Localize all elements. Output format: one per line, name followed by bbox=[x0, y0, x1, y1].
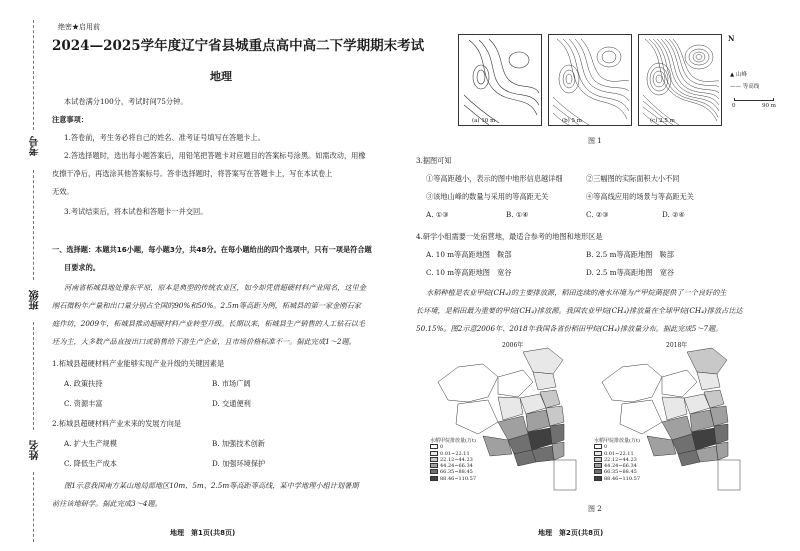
q4-option-d: D. 2.5 m等高距地图 宽谷 bbox=[586, 268, 675, 277]
legend-class-5 bbox=[594, 476, 640, 482]
fig1-caption-b: (b) 5 m bbox=[562, 118, 583, 124]
legend-class-label: 0.01~22.11 bbox=[440, 450, 470, 457]
q1-option-d: D. 交通便利 bbox=[212, 399, 251, 408]
question-3-stem: 3.据图可知 bbox=[416, 156, 452, 165]
legend-class-label: 44.24~66.34 bbox=[604, 463, 637, 470]
q3-statement-1: ①等高距越小，表示的图中地形信息越详细 bbox=[426, 174, 563, 183]
right-column bbox=[410, 0, 790, 551]
scale-bar bbox=[734, 98, 774, 101]
legend-class-label: 22.12~44.23 bbox=[604, 456, 637, 463]
passage-line: 50.15%。图2示意2006年、2018年我国各省份稻田甲烷(CH₄)排放量分布。据此完成5～7题。 bbox=[416, 324, 723, 333]
binding-label-class: 班级 bbox=[30, 290, 41, 310]
notice-item: 2.答选择题时，选出每小题答案后，用铅笔把答题卡对应题目的答案标号涂黑。如需改动，用橡 bbox=[64, 151, 366, 160]
legend-class-label: 0 bbox=[604, 444, 608, 451]
legend-class-label: 22.12~44.23 bbox=[440, 456, 473, 463]
contour-lines-10m bbox=[459, 35, 542, 126]
notice-title: 注意事项： bbox=[52, 115, 88, 124]
q1-option-b: B. 市场广阔 bbox=[212, 379, 251, 388]
q2-option-c: C. 降低生产成本 bbox=[64, 459, 117, 468]
map-2018-legend bbox=[594, 438, 640, 482]
binding-label-name: 姓名 bbox=[30, 440, 41, 460]
binding-label-exam-number: 考号 bbox=[30, 136, 41, 156]
q2-option-b: B. 加强技术创新 bbox=[212, 439, 265, 448]
intro-line: 本试卷满分100分，考试时间75分钟。 bbox=[64, 97, 188, 106]
notice-item: 无效。 bbox=[52, 187, 74, 196]
notice-item: 1.答卷前，考生务必将自己的姓名、准考证号填写在答题卡上。 bbox=[64, 133, 265, 142]
secret-mark: 绝密★启用前 bbox=[58, 23, 100, 31]
legend-class-label: 66.35~88.45 bbox=[604, 469, 637, 476]
q3-statement-2: ②三幅图的实际面积大小不同 bbox=[586, 174, 680, 183]
legend-class-label: 0 bbox=[440, 444, 444, 451]
question-2-stem: 2.柘城县超硬材料产业未来的发展方向是 bbox=[52, 419, 182, 428]
q4-option-b: B. 2.5 m等高距地图 鞍部 bbox=[586, 250, 674, 259]
fig1-caption-a: (a) 10 m bbox=[472, 118, 496, 124]
q1-option-a: A. 政策扶持 bbox=[64, 379, 103, 388]
legend-class-5 bbox=[430, 476, 476, 482]
legend-contour: —— 等高线 bbox=[730, 84, 760, 90]
page-footer-right: 地理 第2页(共8页) bbox=[538, 529, 604, 537]
contour-map-5m bbox=[548, 34, 632, 126]
exam-title: 2024—2025学年度辽宁省县城重点高中高二下学期期末考试 bbox=[52, 38, 425, 54]
passage-line: 刚石微粉年产量和出口量分别占全国的90%和50%。2.5m等高距为例，柘城县的第一家金刚石家 bbox=[52, 301, 361, 310]
passage-line: 河南省柘城县地处豫东平原，原本是典型的传统农业区，如今却凭借超硬材料产业闻名，这里金 bbox=[64, 283, 366, 292]
q3-option-a: A. ①③ bbox=[426, 210, 449, 219]
question-4-stem: 4.研学小组需要一处宿营地，最适合参考的地图和地形区是 bbox=[416, 232, 603, 241]
legend-class-label: 0.01~22.11 bbox=[604, 450, 634, 457]
notice-item: 3.考试结束后，将本试卷和答题卡一并交回。 bbox=[64, 207, 208, 216]
map-2018-title: 2018年 bbox=[666, 342, 688, 349]
north-arrow: N bbox=[728, 34, 735, 43]
q3-option-c: C. ②③ bbox=[586, 210, 609, 219]
contour-map-10m bbox=[458, 34, 542, 126]
legend-class-label: 88.46~110.57 bbox=[604, 475, 640, 482]
binding-dash-line bbox=[33, 472, 34, 542]
legend-class-label: 88.46~110.57 bbox=[440, 475, 476, 482]
q2-option-a: A. 扩大生产规模 bbox=[64, 439, 117, 448]
contour-lines-2.5m bbox=[639, 35, 722, 126]
legend-class-label: 66.35~88.45 bbox=[440, 469, 473, 476]
binding-dash-line bbox=[33, 170, 34, 280]
section-heading: 一、选择题：本题共16小题，每小题3分，共48分。在每小题给出的四个选项中，只有一项是符合题 bbox=[52, 245, 372, 254]
page-footer-left: 地理 第1页(共8页) bbox=[170, 529, 236, 537]
q4-option-c: C. 10 m等高距地图 宽谷 bbox=[426, 268, 512, 277]
notice-item: 皮擦干净后，再选涂其他答案标号。答非选择题时，将答案写在答题卡上，写在本试卷上 bbox=[52, 169, 333, 178]
subject-title: 地理 bbox=[210, 70, 232, 83]
scale-zero: 0 bbox=[732, 103, 736, 109]
passage-line: 坯为主，大多数产品直接出口或销售给下游生产企业，且市场价格标准不一。据此完成1～2题。 bbox=[52, 337, 356, 346]
legend-title: 水稻甲烷排放量(万t) bbox=[430, 438, 476, 444]
legend-peak: ▲ 山峰 bbox=[730, 72, 747, 78]
q3-statement-4: ④等高线应用的场景与等高距无关 bbox=[586, 192, 694, 201]
q1-option-c: C. 资源丰富 bbox=[64, 399, 103, 408]
figure-2-label: 图 2 bbox=[588, 505, 602, 513]
binding-strip bbox=[0, 0, 48, 551]
left-column bbox=[52, 0, 425, 551]
map-2006-legend bbox=[430, 438, 476, 482]
contour-map-2.5m bbox=[638, 34, 722, 126]
q4-option-a: A. 10 m等高距地图 鞍部 bbox=[426, 250, 512, 259]
binding-dash-line bbox=[33, 20, 34, 130]
section-heading: 目要求的。 bbox=[64, 263, 100, 272]
passage-line: 图1示意我国南方某山地局部地区10m、5m、2.5m等高距等高线，某中学地理小组计划暑期 bbox=[64, 481, 359, 490]
contour-lines-5m bbox=[549, 35, 632, 126]
fig1-caption-c: (c) 2.5 m bbox=[650, 118, 675, 124]
question-1-stem: 1.柘城县超硬材料产业能够实现产业升级的关键因素是 bbox=[52, 359, 225, 368]
q3-option-b: B. ①④ bbox=[506, 210, 529, 219]
passage-line: 前往该地研学。据此完成3～4题。 bbox=[52, 499, 162, 508]
q2-option-d: D. 加强环境保护 bbox=[212, 459, 266, 468]
q3-option-d: D. ②④ bbox=[662, 210, 685, 219]
passage-line: 水稻种植是农业甲烷(CH₄)的主要排放源，稻田连续的淹水环境为产甲烷菌提供了一个良好的生 bbox=[426, 288, 727, 297]
passage-line: 长环境，是稻田最为重要的甲烷(CH₄)排放源。我国农业甲烷(CH₄)排放量在全球甲烷(CH₄)排放占比达 bbox=[416, 306, 743, 315]
binding-dash-line bbox=[33, 322, 34, 430]
legend-class-label: 44.24~66.34 bbox=[440, 463, 473, 470]
passage-line: 庭作坊，2009年，柘城县推动超硬材料产业转型升级。长期以来，柘城县生产销售的人工钻石以毛 bbox=[52, 319, 365, 328]
q3-statement-3: ③该地山峰的数量与采用的等高距无关 bbox=[426, 192, 549, 201]
scale-90m: 90 m bbox=[762, 103, 776, 109]
figure-1-label: 图 1 bbox=[588, 137, 602, 145]
map-2006-title: 2006年 bbox=[502, 342, 524, 349]
legend-title: 水稻甲烷排放量(万t) bbox=[594, 438, 640, 444]
